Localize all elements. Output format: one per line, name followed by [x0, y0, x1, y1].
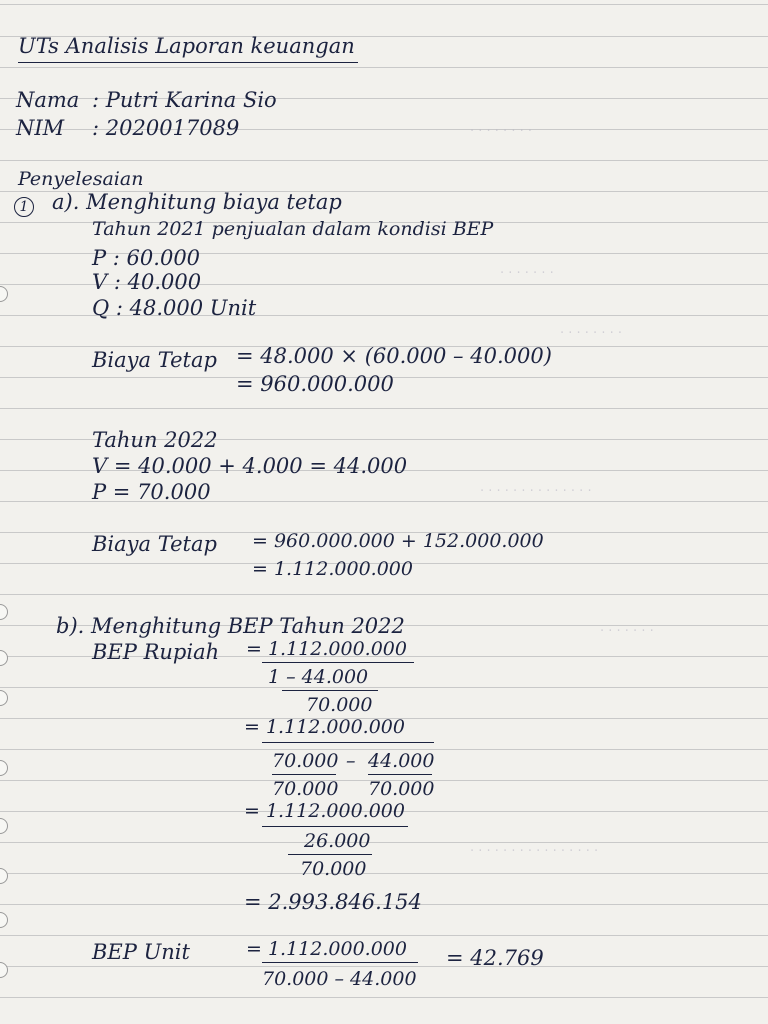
- price-2021: P : 60.000: [92, 246, 201, 270]
- fraction-bar: [272, 774, 336, 775]
- bep-unit-result: = 42.769: [446, 946, 544, 970]
- bep-unit-label: BEP Unit: [92, 940, 190, 964]
- fraction-bar: [262, 662, 414, 663]
- bep-rupiah-step2-sub-b: 70.000: [368, 778, 435, 800]
- fixed-cost-2022-equation: = 960.000.000 + 152.000.000: [252, 530, 544, 552]
- binder-hole: [0, 912, 8, 928]
- fixed-cost-equation: = 48.000 × (60.000 – 40.000): [236, 344, 552, 368]
- part-a-title: a). Menghitung biaya tetap: [52, 190, 342, 214]
- bep-rupiah-step1-numerator: = 1.112.000.000: [246, 638, 407, 660]
- variable-cost-2021: V : 40.000: [92, 270, 202, 294]
- binder-hole: [0, 962, 8, 978]
- fixed-cost-2022-label: Biaya Tetap: [92, 532, 217, 556]
- binder-hole: [0, 650, 8, 666]
- binder-hole: [0, 760, 8, 776]
- price-2022: P = 70.000: [92, 480, 211, 504]
- variable-cost-2022: V = 40.000 + 4.000 = 44.000: [92, 454, 408, 478]
- fraction-bar: [262, 826, 408, 827]
- bep-rupiah-step2-sub-a: 70.000: [272, 778, 339, 800]
- fixed-cost-2022-result: = 1.112.000.000: [252, 558, 413, 580]
- bep-rupiah-step1-denominator: 1 – 44.000: [268, 666, 369, 688]
- nama-label: Nama: [16, 88, 80, 112]
- section-heading: Penyelesaian: [18, 168, 144, 190]
- fraction-bar: [262, 742, 434, 743]
- bep-rupiah-step2-term-a: 70.000: [272, 750, 339, 772]
- nim-label: NIM: [16, 116, 65, 140]
- bep-unit-denominator: 70.000 – 44.000: [262, 968, 417, 990]
- bep-rupiah-step2-numerator: = 1.112.000.000: [244, 716, 405, 738]
- binder-hole: [0, 604, 8, 620]
- bleed-through-mark: . . . . . . .: [500, 262, 554, 277]
- binder-hole: [0, 286, 8, 302]
- bep-rupiah-result: = 2.993.846.154: [244, 890, 422, 914]
- fraction-bar: [368, 774, 432, 775]
- fraction-bar: [288, 854, 372, 855]
- bep-rupiah-step3-denominator-sub: 70.000: [300, 858, 367, 880]
- bep-rupiah-label: BEP Rupiah: [92, 640, 220, 664]
- bep-rupiah-step2-term-b: 44.000: [368, 750, 435, 772]
- bep-rupiah-step3-denominator: 26.000: [304, 830, 371, 852]
- page-title: UTs Analisis Laporan keuangan: [18, 34, 355, 58]
- bep-rupiah-step1-denominator-sub: 70.000: [306, 694, 373, 716]
- fixed-cost-result: = 960.000.000: [236, 372, 394, 396]
- fixed-cost-label: Biaya Tetap: [92, 348, 217, 372]
- bep-unit-numerator: = 1.112.000.000: [246, 938, 407, 960]
- bleed-through-mark: . . . . . . . . . . . . . . . .: [470, 840, 599, 855]
- bleed-through-mark: . . . . . . . .: [560, 322, 622, 337]
- binder-hole: [0, 818, 8, 834]
- fraction-bar: [282, 690, 378, 691]
- nama-value: : Putri Karina Sio: [92, 88, 277, 112]
- bleed-through-mark: . . . . . . . .: [470, 120, 532, 135]
- part-b-title: b). Menghitung BEP Tahun 2022: [56, 614, 405, 638]
- bleed-through-mark: . . . . . . .: [600, 620, 654, 635]
- bleed-through-mark: . . . . . . . . . . . . . .: [480, 480, 592, 495]
- year-2021-note: Tahun 2021 penjualan dalam kondisi BEP: [92, 218, 494, 240]
- fraction-bar: [262, 962, 418, 963]
- bep-rupiah-step3-numerator: = 1.112.000.000: [244, 800, 405, 822]
- nim-value: : 2020017089: [92, 116, 240, 140]
- question-number-circle: 1: [14, 197, 34, 217]
- quantity-2021: Q : 48.000 Unit: [92, 296, 257, 320]
- binder-hole: [0, 868, 8, 884]
- title-underline: [18, 62, 358, 63]
- year-2022-heading: Tahun 2022: [92, 428, 218, 452]
- binder-hole: [0, 690, 8, 706]
- question-number: [14, 194, 34, 217]
- bep-rupiah-step2-operator: –: [346, 750, 356, 772]
